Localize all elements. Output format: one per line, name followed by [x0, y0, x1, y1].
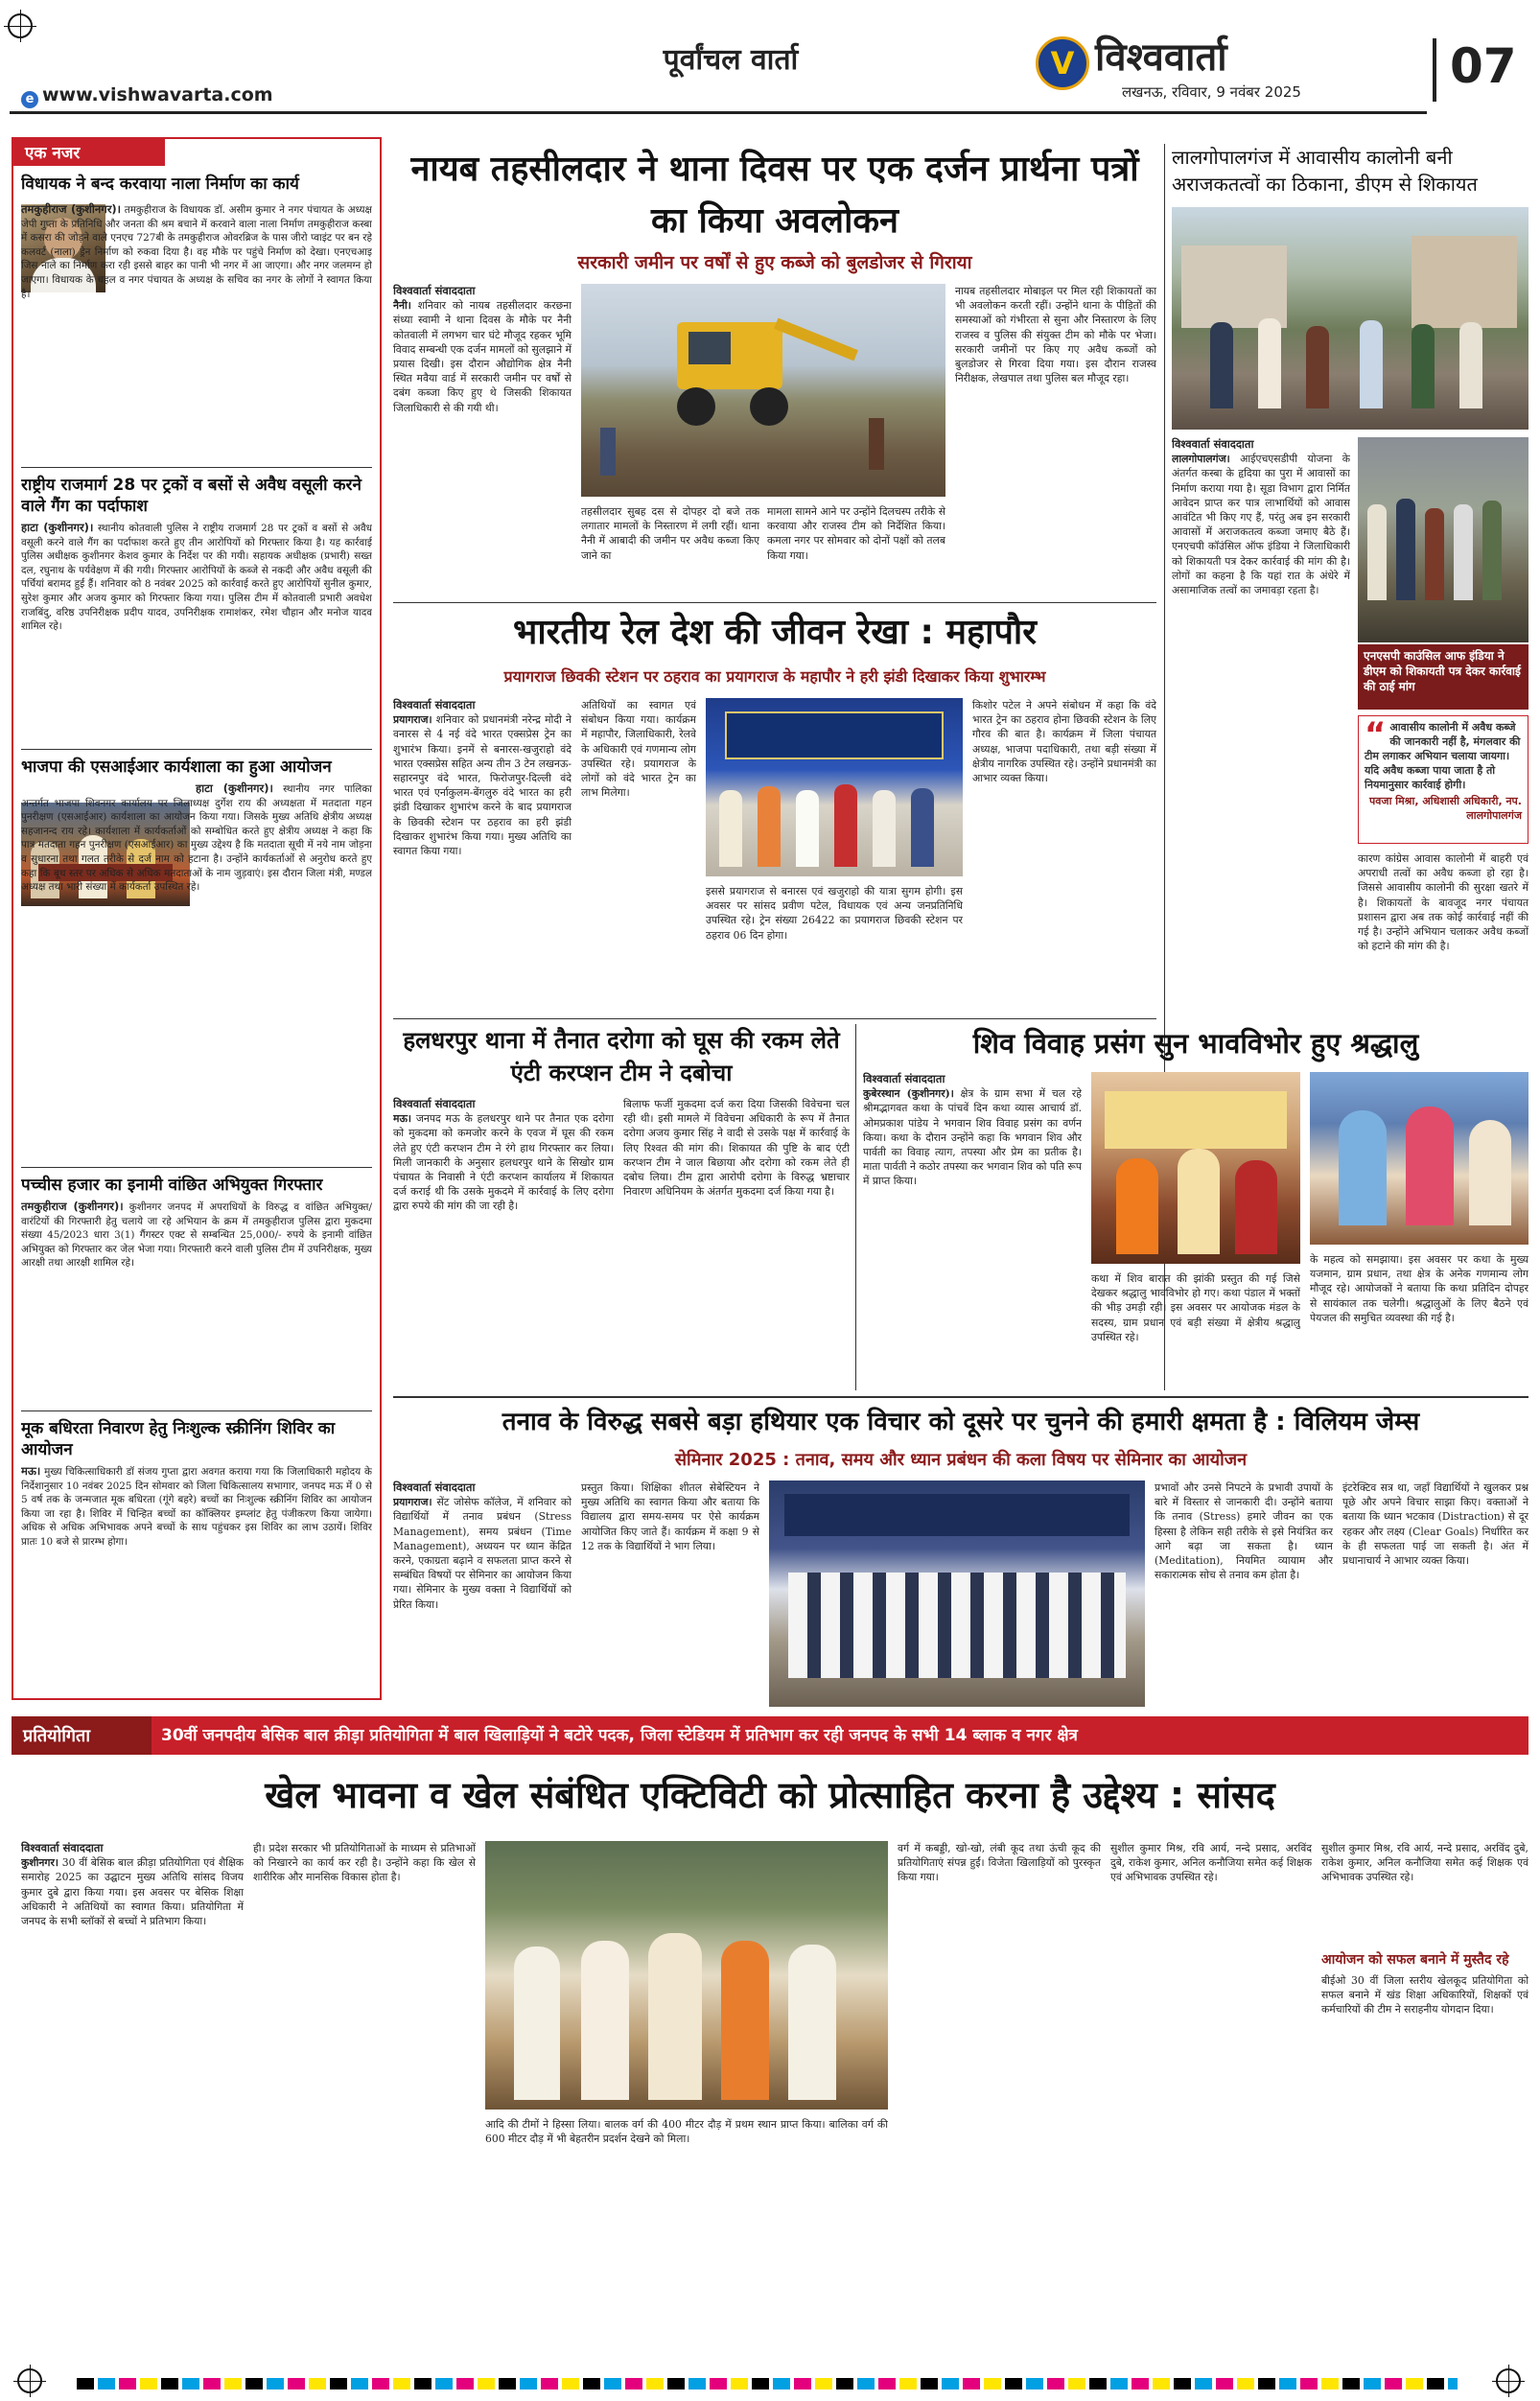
- colony-photo-top: [1172, 207, 1528, 430]
- registration-mark: [17, 2368, 42, 2393]
- headline: शिव विवाह प्रसंग सुन भावविभोर हुए श्रद्धालु: [972, 1027, 1419, 1060]
- sub-section-title: आयोजन को सफल बनाने में मुस्तैद रहे: [1321, 1952, 1509, 1968]
- divider: [21, 1167, 372, 1168]
- divider: [393, 1018, 1156, 1019]
- masthead-rule: [10, 111, 1427, 114]
- brief-nala: [21, 174, 372, 461]
- shiv-tableau-photo: [1310, 1072, 1528, 1245]
- brief-screening-camp: [21, 1418, 372, 1696]
- brand-name: विश्ववार्ता: [1095, 35, 1227, 80]
- story-column: विश्ववार्ता संवाददाता प्रयागराज। शनिवार को प्रधानमंत्री नरेन्द्र मोदी ने वनारस से 4 नई वंदे भारत एक्सप्रेस ट्रेन का शुभारंभ किया। इनमें से बनारस-खजुराहो वंदे भारत एक्सप्रेस सहित अन्य तीन 3 टेन लखनऊ-सहारनपुर वंदे भारत, फिरोजपुर-दिल्ली वंदे भारत एवं एर्नाकुलम-बेंगलुरु वंदे भारत का हरी झंडी दिखाकर शुभारंभ करने के बाद प्रयागराज के छिवकी स्टेशन पर ठहराव का हरी झंडी दिखाकर शुभारंभ किया गया। मुख्य अतिथि का स्वागत किया गया।: [393, 698, 572, 858]
- sidebar-col: [1321, 1841, 1528, 2374]
- page-number: 07: [1433, 38, 1507, 102]
- divider: [21, 1410, 372, 1411]
- official-quote: [1358, 715, 1528, 844]
- story-column: नायब तहसीलदार मोबाइल पर मिल रही शिकायतों का भी अवलोकन करती रहीं। उन्होंने थाना के पीड़ितों की समस्याओं को गंभीरता से सुना और निस्तारण के लिए राजस्व व पुलिस की संयुक्त टीम को मौके पर भेजा। सरकारी जमीनों पर किए गए अवैध कब्जों को बुलडोजर से गिरवा दिया गया। इस दौरान राजस्व निरीक्षक, लेखपाल तथा पुलिस बल मौजूद रहा।: [955, 285, 1156, 385]
- bulldozer-photo: [581, 284, 945, 497]
- headline: खेल भावना व खेल संबंधित एक्टिविटी को प्रोत्साहित करना है उद्देश्य : सांसद: [265, 1774, 1275, 1816]
- brief-sir-workshop: [21, 757, 372, 1159]
- seminar-photo: [769, 1480, 1145, 1707]
- rail-story: [393, 610, 1156, 1013]
- brief-body: हाटा (कुशीनगर)। स्थानीय कोतवाली पुलिस ने राष्ट्रीय राजमार्ग 28 पर ट्रकों व बसों से अवैध वसूली करने वाले गैंग का पर्दाफाश करते हुए तीन आरोपियों को गिरफ्तार किया है। यह कार्रवाई पुलिस अधीक्षक कुशीनगर केशव कुमार के निर्देश पर की गयी। सहायक अधीक्षक (प्रभारी) सख्त दल, रघुनाथ के पर्यवेक्षण में की गयी। गिरफ्तार आरोपियों के कब्जे से नकदी और अवैध वसूली की पर्चियां बरामद हुई हैं। शनिवार को 8 नवंबर 2025 को कार्रवाई करते हुए आरोपियों सुनील कुमार, सुरेश कुमार और अजय कुमार को गिरफ्तार किया गया। पुलिस टीम में कोतवाली प्रभारी अवधेश राजबिंदु, वरिष्ठ उपनिरीक्षक प्रदीप यादव, उपनिरीक्षक रामाशंकर, रमेश चौहान और मनोज यादव शामिल रहे।: [21, 521, 372, 633]
- brief-body: तमकुहीराज (कुशीनगर)। कुशीनगर जनपद में अपराधियों के विरुद्ध व वांछित अभियुक्त/वारंटियों की गिरफ्तारी हेतु चलाये जा रहे अभियान के क्रम में तमकुहीराज पुलिस द्वारा मुकदमा संख्या 45/2023 धारा 3(1) गैंगस्टर एक्ट से सम्बन्धित 25,000/- रुपये के इनामी वांछित अभियुक्त को गिरफ्तार कर जेल भेजा गया। गिरफ्तारी करने वाली पुलिस टीम में उपनिरीक्षक, मुख्य आरक्षी तथा आरक्षी शामिल रहे।: [21, 1200, 372, 1270]
- story-column: मामला सामने आने पर उन्होंने दिलचस्प तरीके से करवाया और राजस्व टीम को निर्देशित किया। कमला नगर पर सोमवार को दोनों पक्षों को तलब किया गया।: [767, 505, 945, 562]
- story-column: विश्ववार्ता संवाददाता कुशीनगर। 30 वीं बेसिक बाल क्रीड़ा प्रतियोगिता एवं शैक्षिक समारोह 2025 का उद्घाटन मुख्य अतिथि सांसद विजय कुमार दुबे द्वारा किया गया। इस अवसर पर बेसिक शिक्षा अधिकारी ने अतिथियों का स्वागत किया। प्रतियोगिता में जनपद के सभी ब्लॉकों से बच्चों ने प्रतिभाग किया।: [21, 1841, 244, 1928]
- brief-title: भाजपा की एसआईआर कार्यशाला का हुआ आयोजन: [21, 758, 332, 777]
- corruption-story: [393, 1024, 850, 1390]
- shiv-vivah-story: [863, 1024, 1528, 1390]
- divider: [855, 1024, 856, 1390]
- headline: नायब तहसीलदार ने थाना दिवस पर एक दर्जन प्रार्थना पत्रों का किया अवलोकन: [410, 150, 1139, 241]
- story-column: विश्ववार्ता संवाददाता मऊ। जनपद मऊ के हलधरपुर थाने पर तैनात एक दरोगा को मुकदमा को कमजोर करने के एवज में घूस की रकम लेते हुए एंटी करप्शन टीम ने रंगे हाथ गिरफ्तार कर लिया। मिली जानकारी के अनुसार हलधरपुर थाने के सिखोर ग्राम पंचायत के निवासी ने एंटी करप्शन कार्यालय में शिकायत दर्ज कराई थी कि उसके मुकदमे में कार्रवाई के लिए दरोगा द्वारा रुपये की मांग की जा रही है।: [393, 1097, 614, 1213]
- story-column: विश्ववार्ता संवाददाता लालगोपालगंज। आईएचएसडीपी योजना के अंतर्गत कस्बा के हृदिया का पुरा में आवासों का निर्माण कराया गया है। सूडा विभाग द्वारा निर्मित आवेदन प्राप्त कर पात्र लाभार्थियों को आवास आवंटित भी किए गए हैं, परंतु अब इन सरकारी आवासों में अराजकतत्व कब्जा जमाए बैठे हैं। एनएचपी कॉउंसिल ऑफ इंडिया ने जिलाधिकारी को शिकायती पत्र देकर कार्रवाई की मांग की है। लोगों का कहना है कि यहां रात के अंधेरे में असामाजिक तत्वों का जमावड़ा रहता है।: [1172, 437, 1350, 597]
- sports-story: [12, 1760, 1528, 2374]
- headline: भारतीय रेल देश की जीवन रेखा : महापौर: [513, 613, 1037, 652]
- colony-photo-side: [1358, 437, 1528, 642]
- story-column: विश्ववार्ता संवाददाता प्रयागराज। सेंट जोसेफ कॉलेज, में शनिवार को विद्यार्थियों में तनाव प्रबंधन (Stress Management), समय प्रबंधन (Time Management), अध्ययन पर ध्यान केंद्रित करने, एकाग्रता बढ़ाने व सफलता प्राप्त करने से सम्बंधित विषयों पर सेमिनार का आयोजन किया गया। सेमिनार के मुख्य वक्ता ने विद्यार्थियों को प्रेरित किया।: [393, 1480, 572, 1611]
- story-column: विश्ववार्ता संवाददाता कुबेरस्थान (कुशीनगर)। क्षेत्र के ग्राम सभा में चल रहे श्रीमद्भागवत कथा के पांचवें दिन कथा व्यास आचार्य डॉ. ओमप्रकाश पांडेय ने भगवान शिव विवाह प्रसंग का वर्णन किया। कथा के दौरान उन्होंने कहा कि भगवान शिव और पार्वती का विवाह त्याग, तपस्या और प्रेम का प्रतीक है। माता पार्वती ने कठोर तपस्या कर भगवान शिव को पति रूप में प्राप्त किया।: [863, 1072, 1082, 1188]
- quote-icon: “: [1365, 715, 1387, 754]
- story-column: कारण कांग्रेस आवास कालोनी में बाहरी एवं अपराधी तत्वों का अवैध कब्जा हो रहा है। जिससे आवासीय कालोनी की सुरक्षा खतरे में है। शिकायतों के बावजूद नगर पंचायत प्रशासन द्वारा अब तक कोई कार्रवाई नहीं की गई है। उन्होंने अभियान चलाकर अवैध कब्जों को हटाने की मांग की है।: [1358, 852, 1528, 953]
- registration-mark: [8, 13, 33, 38]
- lead-story-tehsildar: [393, 144, 1156, 594]
- site-url[interactable]: [21, 84, 273, 108]
- brief-title: पच्चीस हजार का इनामी वांछित अभियुक्त गिरफ्तार: [21, 1176, 323, 1195]
- story-column: बिलाफ फर्जी मुकदमा दर्ज करा दिया जिसकी विवेचना चल रही थी। इसी मामले में विवेचना अधिकारी के रूप में तैनात दरोगा अजय कुमार सिंह ने वादी से उसके पक्ष में कार्रवाई के लिए रिश्वत की मांग की। शिकायत की पुष्टि के बाद एंटी करप्शन टीम ने जाल बिछाया और दरोगा को रकम लेते ही दबोच लिया। टीम द्वारा आरोपी दरोगा के विरुद्ध भ्रष्टाचार निवारण अधिनियम के अंतर्गत मुकदमा दर्ज किया गया है।: [623, 1098, 850, 1199]
- brief-body: हाटा (कुशीनगर)। स्थानीय नगर पालिका अन्तर्गत भाजपा शिवनगर कार्यालय पर जिलाध्यक्ष दुर्गेश राय की अध्यक्षता में मतदाता गहन पुनरीक्षण (एसआईआर) कार्यशाला का आयोजन किया गया। जिसके मुख्य अतिथि क्षेत्रीय अध्यक्ष सहजानन्द राय रहे। कार्यशाला में कार्यकर्ताओं को सम्बोधित करते हुए क्षेत्रीय अध्यक्ष ने कहा कि पात्र मतदाता गहन पुनरीक्षण (एसआईआर) का मुख्य उद्देश्य है कि मतदाता सूची में नये नाम जोड़ना व सुधारना तथा गलत तरीके से दर्ज नाम को हटाना है। उन्होंने कार्यकर्ताओं से अनुरोध करते हुए कहा कि बूथ स्तर पर अधिक से अधिक मतदाताओं के नाम जुड़वाएं। इस दौरान जिला मंत्री, मण्डल अध्यक्ष तथा भारी संख्या में कार्यकर्ता उपस्थित रहे।: [21, 781, 372, 894]
- brief-body: मऊ। मुख्य चिकित्साधिकारी डॉ संजय गुप्ता द्वारा अवगत कराया गया कि जिलाधिकारी महोदय के निर्देशानुसार 10 नवंबर 2025 दिन सोमवार को जिला चिकित्सालय सभागार, जनपद मऊ में 0 से 5 वर्ष तक के जन्मजात मूक बधिरता (गूंगे बहरे) बच्चों का निःशुल्क स्क्रीनिंग शिविर का आयोजन किया जा रहा है। शिविर में चिन्हित बच्चों का कॉक्लियर इम्प्लांट हेतु पंजीकरण किया जायेगा। अधिक से अधिक अभिभावक अपने बच्चों के साथ पहुंचकर इस शिविर का लाभ उठायें। शिविर प्रातः 10 बजे से प्रारम्भ होगा।: [21, 1464, 372, 1548]
- browser-icon: e: [21, 91, 38, 108]
- headline: हलधरपुर थाना में तैनात दरोगा को घूस की रकम लेते एंटी करप्शन टीम ने दबोचा: [403, 1027, 840, 1086]
- katha-photo: [1091, 1072, 1300, 1264]
- photo-caption: एनएसपी काउंसिल आफ इंडिया ने डीएम को शिकायती पत्र देकर कार्रवाई की ठाई मांग: [1358, 644, 1528, 710]
- brief-title: राष्ट्रीय राजमार्ग 28 पर ट्रकों व बसों से अवैध वसूली करने वाले गैंग का पर्दाफाश: [21, 476, 362, 516]
- story-column: इंटरेक्टिव सत्र था, जहाँ विद्यार्थियों ने खुलकर प्रश्न पूछे और अपने विचार साझा किए। वक्ताओं ने बताया कि ध्यान भटकाव (Distraction) से दूर रहकर और लक्ष्य (Clear Goals) निर्धारित कर के ही सफलता पाई जा सकती है। अंत में प्रधानाचार्य ने आभार व्यक्त किया।: [1342, 1481, 1528, 1568]
- brand-logo: [1036, 36, 1089, 90]
- story-column: ही। प्रदेश सरकार भी प्रतियोगिताओं के माध्यम से प्रतिभाओं को निखारने का कार्य कर रही है। उन्होंने कहा कि खेल से शारीरिक और मानसिक विकास होता है।: [253, 1842, 476, 1884]
- story-column: किशोर पटेल ने अपने संबोधन में कहा कि वंदे भारत ट्रेन का ठहराव होना छिवकी स्टेशन के लिए गौरव की बात है। कार्यक्रम में जिला पंचायत अध्यक्ष, भाजपा पदाधिकारी, तथा बड़ी संख्या में क्षेत्रीय नागरिक उपस्थित रहे। उन्होंने प्रधानमंत्री का आभार व्यक्त किया।: [972, 699, 1156, 785]
- sports-banner: [12, 1716, 1528, 1755]
- quote-attribution: पवजा मिश्रा, अधिशासी अधिकारी, नप. लालगोपालगंज: [1369, 795, 1522, 822]
- story-column: विश्ववार्ता संवाददाता नैनी। शनिवार को नायब तहसीलदार करछना संध्या स्वामी ने थाना दिवस के मौके पर नैनी कोतवाली में लगभग चार घंटे मौजूद रहकर भूमि विवाद सम्बन्धी एक दर्जन मामलों को सुलझाने में प्रयास दिखी। इस दौरान औद्योगिक क्षेत्र नैनी स्थित मवैया वार्ड में सरकारी जमीन पर वर्षों से दबंग कब्जा किए हुए थे जिसकी शिकायत जिलाधिकारी से की गयी थी।: [393, 284, 572, 414]
- brief-inami-arrest: [21, 1175, 372, 1405]
- ek-nazar-label: एक नजर: [12, 137, 165, 166]
- divider: [21, 467, 372, 468]
- url-text: www.vishwavarta.com: [42, 84, 273, 105]
- banner-label: प्रतियोगिता: [12, 1716, 152, 1755]
- headline: तनाव के विरुद्ध सबसे बड़ा हथियार एक विचार को दूसरे पर चुनने की हमारी क्षमता है : विलियम जेम्स: [502, 1408, 1420, 1436]
- story-column: वर्ग में कबड्डी, खो-खो, लंबी कूद तथा ऊंची कूद की प्रतियोगिताएं संपन्न हुईं। विजेता खिलाड़ियों को पुरस्कृत किया गया।: [898, 1842, 1101, 1884]
- story-column: प्रस्तुत किया। शिक्षिका शीतल सेबेस्टियन ने मुख्य अतिथि का स्वागत किया और बताया कि विद्यालय द्वारा समय-समय पर ऐसे कार्यक्रम आयोजित किए जाते हैं। कार्यक्रम में कक्षा 9 से 12 तक के विद्यार्थियों ने भाग लिया।: [581, 1481, 759, 1552]
- story-column: आदि की टीमों ने हिस्सा लिया। बालक वर्ग की 400 मीटर दौड़ में प्रथम स्थान प्राप्त किया। बालिका वर्ग की 600 मीटर दौड़ में भी बेहतरीन प्रदर्शन देखने को मिला।: [485, 2118, 888, 2146]
- banner-headline: 30वीं जनपदीय बेसिक बाल क्रीड़ा प्रतियोगिता में बाल खिलाड़ियों ने बटोरे पदक, जिला स्टेडियम में प्रतिभाग कर रही जनपद के सभी 14 ब्लाक व नगर क्षेत्र: [161, 1726, 1078, 1745]
- logo-letter: V: [1050, 45, 1075, 82]
- ek-nazar-box: [12, 137, 382, 1700]
- print-color-bar: [77, 2378, 1458, 2389]
- divider: [393, 1396, 1528, 1398]
- brief-title: मूक बधिरता निवारण हेतु निःशुल्क स्क्रीनिंग शिविर का आयोजन: [21, 1419, 336, 1459]
- story-column: के महत्व को समझाया। इस अवसर पर कथा के मुख्य यजमान, ग्राम प्रधान, तथा क्षेत्र के अनेक गणमान्य लोग मौजूद रहे। आयोजकों ने बताया कि कथा प्रतिदिन दोपहर से सायंकाल तक चलेगी। श्रद्धालुओं के लिए बैठने एवं पेयजल की समुचित व्यवस्था की गई है।: [1310, 1253, 1528, 1324]
- headline: लालगोपालगंज में आवासीय कालोनी बनी अराजकतत्वों का ठिकाना, डीएम से शिकायत: [1172, 146, 1478, 196]
- story-column: अतिथियों का स्वागत एवं संबोधन किया गया। कार्यक्रम में महापौर, जिलाधिकारी, रेलवे के अधिकारी एवं गणमान्य लोग उपस्थित रहे। प्रयागराज के लोगों को वंदे भारत ट्रेन का लाभ मिलेगा।: [581, 699, 696, 800]
- story-column: इससे प्रयागराज से बनारस एवं खजुराहो की यात्रा सुगम होगी। इस अवसर पर सांसद प्रवीण पटेल, विधायक एवं अन्य जनप्रतिनिधि उपस्थित रहे। ट्रेन संख्या 26422 का प्रयागराज छिवकी स्टेशन पर ठहराव 06 दिन होगा।: [706, 885, 963, 942]
- brief-vasooli: [21, 475, 372, 743]
- divider: [393, 602, 1156, 603]
- sports-stage-photo: [485, 1841, 888, 2110]
- story-column: कथा में शिव बारात की झांकी प्रस्तुत की गई जिसे देखकर श्रद्धालु भावविभोर हो गए। कथा पंडाल में भक्तों की भीड़ उमड़ी रही। इस अवसर पर आयोजक मंडल के सदस्य, ग्राम प्रधान एवं बड़ी संख्या में क्षेत्रीय श्रद्धालु उपस्थित रहे।: [1091, 1272, 1300, 1343]
- divider: [21, 749, 372, 750]
- sub-headline: सरकारी जमीन पर वर्षों से हुए कब्जे को बुलडोजर से गिराया: [577, 252, 972, 273]
- story-column: सुशील कुमार मिश्र, रवि आर्य, नन्दे प्रसाद, अरविंद दुबे, राकेश कुमार, अनिल कनौजिया समेत कई शिक्षक एवं अभिभावक उपस्थित रहे।: [1110, 1842, 1312, 1884]
- sub-headline: सेमिनार 2025 : तनाव, समय और ध्यान प्रबंधन की कला विषय पर सेमिनार का आयोजन: [674, 1450, 1248, 1470]
- story-column: बीईओ 30 वीं जिला स्तरीय खेलकूद प्रतियोगिता को सफल बनाने में खंड शिक्षा अधिकारियों, शिक्षकों एवं कर्मचारियों की टीम ने सराहनीय योगदान दिया।: [1321, 1974, 1528, 2016]
- dateline: लखनऊ, रविवार, 9 नवंबर 2025: [1122, 83, 1301, 101]
- registration-mark: [1496, 2368, 1521, 2393]
- sub-headline: प्रयागराज छिवकी स्टेशन पर ठहराव का प्रयागराज के महापौर ने हरी झंडी दिखाकर किया शुभारम्भ: [503, 667, 1046, 686]
- section-title: पूर्वांचल वार्ता: [663, 43, 799, 77]
- story-column: प्रभावों और उनसे निपटने के प्रभावी उपायों के बारे में विस्तार से जानकारी दी। उन्होंने बताया कि तनाव (Stress) हमारे जीवन का एक हिस्सा है लेकिन सही तरीके से इसे नियंत्रित कर आगे बढ़ा जा सकता है। ध्यान (Meditation), नियमित व्यायाम और सकारात्मक सोच से तनाव कम होता है।: [1155, 1481, 1333, 1582]
- brief-body: तमकुहीराज (कुशीनगर)। तमकुहीराज के विधायक डॉ. असीम कुमार ने नगर पंचायत के अध्यक्ष जेपी गुप्ता के प्रतिनिधि और जनता की श्रम बचाने में करवाने वाला नाला निर्माण तमकुहीराज कस्बा में कसरा की जोड़ने वाले एनएच 727बी के तमकुहीराज ओवरब्रिज के पास जीरो प्वाइंट पर बन रहे कलवर्ट (नाला) ड्रेन निर्माण को रुकवा दिया है। वह मौके पर पहुंचे निर्माण को देखा। एनएचआइ जिस नाले का निर्माण करा रही इससे बाहर का पानी भी नगर में आ जाएगा। और नगर जलमग्न हो जाएगा। विधायक के चहल व नगर पंचायत के अध्यक्ष के सचिव का नगर के लोगों ने स्वागत किया है।: [21, 202, 372, 300]
- seminar-story: [393, 1404, 1528, 1711]
- rail-event-photo: [706, 698, 963, 876]
- quote-text: आवासीय कालोनी में अवैध कब्जे की जानकारी नहीं है, मंगलवार की टीम लगाकर अभियान चलाया जायगा। यदि अवैध कब्जा पाया जाता है तो नियमानुसार कार्रवाई होगी।: [1365, 721, 1521, 791]
- brief-title: विधायक ने बन्द करवाया नाला निर्माण का कार्य: [21, 175, 299, 194]
- story-column: तहसीलदार सुबह दस से दोपहर दो बजे तक लगातार मामलों के निस्तारण में लगी रहीं। थाना नैनी में आबादी की जमीन पर अवैध कब्जा किए जाने का: [581, 505, 759, 562]
- masthead: [0, 0, 1540, 113]
- story-column: सुशील कुमार मिश्र, रवि आर्य, नन्दे प्रसाद, अरविंद दुबे, राकेश कुमार, अनिल कनौजिया समेत कई शिक्षक एवं अभिभावक उपस्थित रहे।: [1321, 1842, 1528, 1884]
